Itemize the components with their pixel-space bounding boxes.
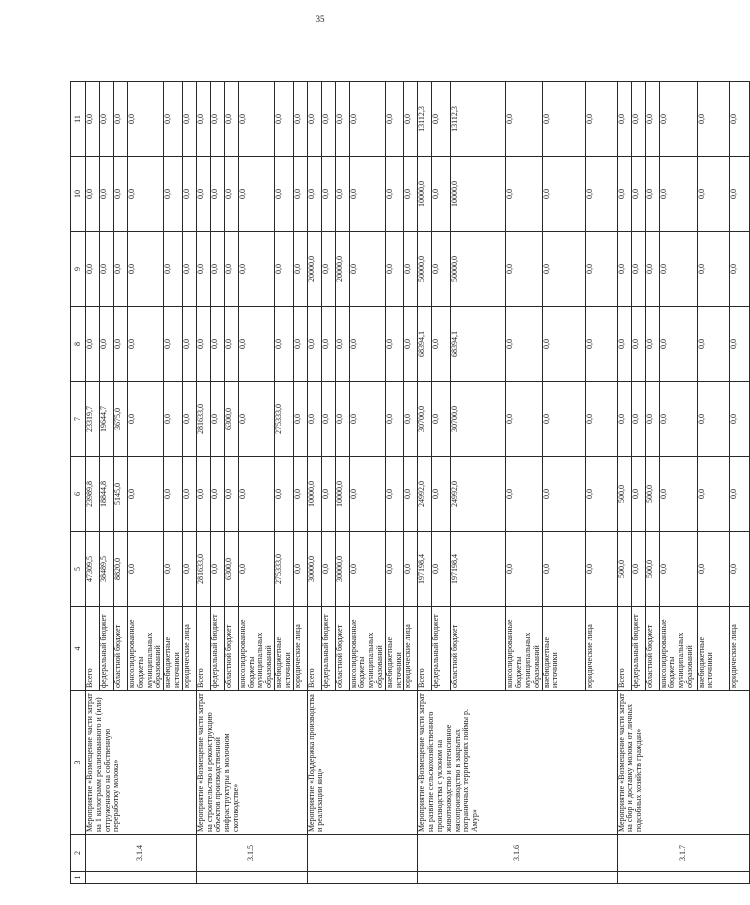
column-header: 9 — [71, 232, 86, 307]
value-cell: 0,0 — [617, 82, 631, 157]
measure-description: Мероприятие «Поддержка производства и реализации яиц» — [307, 691, 418, 835]
item-code: 3.1.4 — [86, 835, 197, 872]
value-cell: 0,0 — [542, 457, 585, 532]
value-cell: 0,0 — [659, 457, 697, 532]
value-cell: 0,0 — [238, 232, 274, 307]
value-cell: 197198,4 — [451, 532, 506, 607]
value-cell: 0,0 — [585, 82, 617, 157]
value-cell: 0,0 — [293, 457, 307, 532]
value-cell: 0,0 — [100, 307, 114, 382]
value-cell: 23989,8 — [86, 457, 100, 532]
value-cell: 0,0 — [729, 382, 749, 457]
funding-source: внебюджетные источники — [164, 607, 183, 691]
value-cell: 0,0 — [617, 307, 631, 382]
value-cell: 0,0 — [729, 307, 749, 382]
value-cell: 6300,0 — [224, 382, 238, 457]
value-cell: 0,0 — [432, 532, 451, 607]
value-cell: 0,0 — [128, 532, 164, 607]
value-cell: 0,0 — [210, 232, 224, 307]
value-cell: 0,0 — [307, 82, 321, 157]
funding-source: Всего — [418, 607, 432, 691]
funding-source: Всего — [307, 607, 321, 691]
column-header: 6 — [71, 457, 86, 532]
value-cell: 30700,0 — [418, 382, 432, 457]
value-cell: 0,0 — [100, 232, 114, 307]
value-cell: 281633,0 — [196, 382, 210, 457]
value-cell: 0,0 — [274, 307, 293, 382]
value-cell: 0,0 — [307, 307, 321, 382]
table-row — [196, 82, 210, 884]
value-cell: 10000,0 — [451, 157, 506, 232]
funding-source: консолидированные бюджеты муниципальных образований — [128, 607, 164, 691]
value-cell: 0,0 — [729, 532, 749, 607]
funding-source: федеральный бюджет — [321, 607, 335, 691]
value-cell: 0,0 — [631, 157, 645, 232]
value-cell: 0,0 — [645, 307, 659, 382]
measure-description: Мероприятие «Возмещение части затрат на 1 килограмм реализованного и (или) отгруженного на собственную переработку молока» — [86, 691, 197, 835]
value-cell: 24992,0 — [418, 457, 432, 532]
table-row — [307, 82, 321, 884]
funding-source: областной бюджет — [224, 607, 238, 691]
value-cell: 0,0 — [585, 157, 617, 232]
value-cell: 0,0 — [164, 457, 183, 532]
value-cell: 0,0 — [164, 532, 183, 607]
value-cell: 0,0 — [274, 157, 293, 232]
value-cell: 20000,0 — [307, 232, 321, 307]
value-cell: 0,0 — [238, 307, 274, 382]
page-number: 35 — [315, 14, 325, 24]
funding-source: внебюджетные источники — [697, 607, 729, 691]
row-number-cell — [418, 872, 617, 884]
value-cell: 0,0 — [659, 157, 697, 232]
funding-source: консолидированные бюджеты муниципальных образований — [238, 607, 274, 691]
value-cell: 0,0 — [86, 82, 100, 157]
value-cell: 0,0 — [659, 532, 697, 607]
value-cell: 0,0 — [86, 157, 100, 232]
value-cell: 0,0 — [404, 307, 418, 382]
row-number-cell — [86, 872, 197, 884]
funding-table — [70, 81, 750, 884]
value-cell: 0,0 — [182, 307, 196, 382]
value-cell: 6300,0 — [224, 532, 238, 607]
value-cell: 0,0 — [506, 382, 542, 457]
value-cell: 0,0 — [697, 157, 729, 232]
value-cell: 0,0 — [293, 382, 307, 457]
funding-source: федеральный бюджет — [631, 607, 645, 691]
value-cell: 0,0 — [697, 82, 729, 157]
value-cell: 0,0 — [182, 82, 196, 157]
value-cell: 0,0 — [321, 457, 335, 532]
value-cell: 0,0 — [385, 232, 404, 307]
column-header: 4 — [71, 607, 86, 691]
value-cell: 0,0 — [164, 382, 183, 457]
row-number-cell — [196, 872, 307, 884]
value-cell: 0,0 — [293, 307, 307, 382]
funding-source: консолидированные бюджеты муниципальных образований — [659, 607, 697, 691]
value-cell: 30000,0 — [335, 532, 349, 607]
value-cell: 0,0 — [114, 157, 128, 232]
value-cell: 0,0 — [349, 232, 385, 307]
value-cell: 0,0 — [182, 157, 196, 232]
funding-source: Всего — [86, 607, 100, 691]
value-cell: 0,0 — [542, 157, 585, 232]
value-cell: 0,0 — [631, 307, 645, 382]
value-cell: 0,0 — [307, 157, 321, 232]
funding-source: внебюджетные источники — [274, 607, 293, 691]
row-number-cell — [617, 872, 749, 884]
value-cell: 0,0 — [210, 307, 224, 382]
value-cell: 0,0 — [128, 457, 164, 532]
value-cell: 3675,0 — [114, 382, 128, 457]
value-cell: 23319,7 — [86, 382, 100, 457]
funding-source: юридические лица — [585, 607, 617, 691]
value-cell: 0,0 — [385, 82, 404, 157]
value-cell: 0,0 — [432, 232, 451, 307]
value-cell: 0,0 — [100, 157, 114, 232]
value-cell: 0,0 — [114, 82, 128, 157]
item-code: 3.1.7 — [617, 835, 749, 872]
value-cell: 50000,0 — [451, 232, 506, 307]
value-cell: 0,0 — [385, 382, 404, 457]
value-cell: 0,0 — [729, 457, 749, 532]
value-cell: 281633,0 — [196, 532, 210, 607]
value-cell: 0,0 — [585, 232, 617, 307]
value-cell: 0,0 — [274, 82, 293, 157]
value-cell: 0,0 — [335, 157, 349, 232]
row-number-cell — [307, 872, 418, 884]
value-cell: 0,0 — [542, 232, 585, 307]
value-cell: 275333,0 — [274, 382, 293, 457]
column-header: 11 — [71, 82, 86, 157]
funding-source: юридические лица — [293, 607, 307, 691]
value-cell: 0,0 — [224, 82, 238, 157]
value-cell: 0,0 — [729, 82, 749, 157]
value-cell: 0,0 — [238, 82, 274, 157]
value-cell: 0,0 — [335, 382, 349, 457]
value-cell: 0,0 — [659, 307, 697, 382]
value-cell: 0,0 — [542, 382, 585, 457]
value-cell: 0,0 — [506, 157, 542, 232]
value-cell: 0,0 — [164, 307, 183, 382]
funding-source: Всего — [196, 607, 210, 691]
value-cell: 0,0 — [432, 82, 451, 157]
value-cell: 10000,0 — [335, 457, 349, 532]
value-cell: 0,0 — [506, 82, 542, 157]
value-cell: 10000,0 — [307, 457, 321, 532]
value-cell: 0,0 — [349, 82, 385, 157]
value-cell: 0,0 — [182, 232, 196, 307]
value-cell: 0,0 — [645, 382, 659, 457]
rotated-table-container — [70, 82, 738, 884]
column-header: 7 — [71, 382, 86, 457]
funding-source: областной бюджет — [451, 607, 506, 691]
table-header-row — [71, 82, 86, 884]
value-cell: 0,0 — [210, 157, 224, 232]
value-cell: 0,0 — [506, 532, 542, 607]
value-cell: 0,0 — [585, 457, 617, 532]
value-cell: 0,0 — [631, 232, 645, 307]
value-cell: 0,0 — [349, 457, 385, 532]
table-row — [418, 82, 432, 884]
value-cell: 30700,0 — [451, 382, 506, 457]
item-code — [307, 835, 418, 872]
funding-source: юридические лица — [182, 607, 196, 691]
value-cell: 24992,0 — [451, 457, 506, 532]
value-cell: 0,0 — [224, 232, 238, 307]
value-cell: 0,0 — [645, 157, 659, 232]
value-cell: 0,0 — [631, 382, 645, 457]
value-cell: 0,0 — [697, 232, 729, 307]
value-cell: 500,0 — [617, 457, 631, 532]
funding-source: федеральный бюджет — [100, 607, 114, 691]
column-header: 5 — [71, 532, 86, 607]
funding-source: Всего — [617, 607, 631, 691]
value-cell: 275333,0 — [274, 532, 293, 607]
value-cell: 0,0 — [274, 457, 293, 532]
value-cell: 500,0 — [645, 457, 659, 532]
value-cell: 0,0 — [385, 532, 404, 607]
value-cell: 20000,0 — [335, 232, 349, 307]
value-cell: 0,0 — [404, 457, 418, 532]
value-cell: 0,0 — [432, 307, 451, 382]
value-cell: 0,0 — [321, 307, 335, 382]
value-cell: 8820,0 — [114, 532, 128, 607]
value-cell: 0,0 — [164, 232, 183, 307]
table-body — [86, 82, 750, 884]
measure-description: Мероприятие «Возмещение части затрат на развитие сельскохозяйственного производства с уклоном на животноводство и интенсивное мясопроизводство в закрытых пограничных территориях поймы р. Амур» — [418, 691, 617, 835]
value-cell: 0,0 — [293, 157, 307, 232]
funding-source: внебюджетные источники — [542, 607, 585, 691]
value-cell: 0,0 — [128, 157, 164, 232]
value-cell: 0,0 — [164, 82, 183, 157]
value-cell: 0,0 — [182, 382, 196, 457]
value-cell: 0,0 — [697, 532, 729, 607]
value-cell: 47309,5 — [86, 532, 100, 607]
value-cell: 0,0 — [293, 232, 307, 307]
value-cell: 0,0 — [385, 157, 404, 232]
value-cell: 68394,1 — [418, 307, 432, 382]
value-cell: 18844,8 — [100, 457, 114, 532]
value-cell: 0,0 — [238, 157, 274, 232]
value-cell: 0,0 — [404, 82, 418, 157]
value-cell: 0,0 — [307, 382, 321, 457]
value-cell: 68394,1 — [451, 307, 506, 382]
value-cell: 0,0 — [321, 382, 335, 457]
value-cell: 0,0 — [404, 382, 418, 457]
funding-source: юридические лица — [404, 607, 418, 691]
funding-source: юридические лица — [729, 607, 749, 691]
value-cell: 0,0 — [224, 307, 238, 382]
value-cell: 0,0 — [196, 157, 210, 232]
value-cell: 0,0 — [114, 232, 128, 307]
measure-description: Мероприятие «Возмещение части затрат на сбор и доставку молока от личных подсобных хозяйств граждан» — [617, 691, 749, 835]
value-cell: 0,0 — [506, 307, 542, 382]
value-cell: 0,0 — [542, 307, 585, 382]
table-rotation-frame — [70, 82, 738, 884]
value-cell: 0,0 — [542, 82, 585, 157]
value-cell: 0,0 — [238, 382, 274, 457]
value-cell: 0,0 — [238, 457, 274, 532]
value-cell: 0,0 — [645, 232, 659, 307]
value-cell: 0,0 — [617, 232, 631, 307]
value-cell: 0,0 — [404, 232, 418, 307]
funding-source: федеральный бюджет — [210, 607, 224, 691]
value-cell: 0,0 — [196, 457, 210, 532]
value-cell: 0,0 — [506, 457, 542, 532]
value-cell: 0,0 — [210, 82, 224, 157]
table-row — [86, 82, 100, 884]
value-cell: 0,0 — [349, 307, 385, 382]
funding-source: консолидированные бюджеты муниципальных образований — [349, 607, 385, 691]
funding-source: консолидированные бюджеты муниципальных образований — [506, 607, 542, 691]
value-cell: 0,0 — [432, 382, 451, 457]
value-cell: 0,0 — [196, 307, 210, 382]
value-cell: 0,0 — [349, 532, 385, 607]
value-cell: 0,0 — [404, 532, 418, 607]
value-cell: 50000,0 — [418, 232, 432, 307]
column-header: 1 — [71, 872, 86, 884]
column-header: 10 — [71, 157, 86, 232]
value-cell: 0,0 — [585, 307, 617, 382]
value-cell: 0,0 — [293, 532, 307, 607]
funding-source: внебюджетные источники — [385, 607, 404, 691]
value-cell: 19644,7 — [100, 382, 114, 457]
value-cell: 0,0 — [210, 382, 224, 457]
measure-description: Мероприятие «Возмещение части затрат на строительство и реконструкцию объектов производственной инфраструктуры в молочном скотоводстве» — [196, 691, 307, 835]
value-cell: 30000,0 — [307, 532, 321, 607]
value-cell: 500,0 — [645, 532, 659, 607]
value-cell: 0,0 — [432, 157, 451, 232]
value-cell: 0,0 — [128, 82, 164, 157]
value-cell: 5145,0 — [114, 457, 128, 532]
value-cell: 0,0 — [210, 532, 224, 607]
value-cell: 0,0 — [196, 82, 210, 157]
value-cell: 38489,5 — [100, 532, 114, 607]
value-cell: 0,0 — [631, 457, 645, 532]
item-code: 3.1.6 — [418, 835, 617, 872]
value-cell: 0,0 — [210, 457, 224, 532]
value-cell: 0,0 — [321, 232, 335, 307]
value-cell: 0,0 — [585, 532, 617, 607]
value-cell: 0,0 — [659, 82, 697, 157]
value-cell: 0,0 — [432, 457, 451, 532]
value-cell: 0,0 — [128, 307, 164, 382]
value-cell: 500,0 — [617, 532, 631, 607]
funding-source: федеральный бюджет — [432, 607, 451, 691]
value-cell: 0,0 — [385, 457, 404, 532]
value-cell: 0,0 — [182, 532, 196, 607]
value-cell: 0,0 — [114, 307, 128, 382]
column-header: 8 — [71, 307, 86, 382]
value-cell: 0,0 — [224, 457, 238, 532]
value-cell: 0,0 — [274, 232, 293, 307]
value-cell: 0,0 — [659, 382, 697, 457]
value-cell: 0,0 — [128, 382, 164, 457]
value-cell: 10000,0 — [418, 157, 432, 232]
value-cell: 0,0 — [321, 532, 335, 607]
value-cell: 13112,3 — [418, 82, 432, 157]
value-cell: 0,0 — [542, 532, 585, 607]
value-cell: 0,0 — [506, 232, 542, 307]
value-cell: 0,0 — [729, 157, 749, 232]
value-cell: 0,0 — [335, 82, 349, 157]
value-cell: 0,0 — [224, 157, 238, 232]
value-cell: 0,0 — [631, 532, 645, 607]
value-cell: 13112,3 — [451, 82, 506, 157]
value-cell: 0,0 — [631, 82, 645, 157]
value-cell: 0,0 — [697, 457, 729, 532]
value-cell: 0,0 — [729, 232, 749, 307]
value-cell: 0,0 — [585, 382, 617, 457]
value-cell: 197198,4 — [418, 532, 432, 607]
value-cell: 0,0 — [293, 82, 307, 157]
value-cell: 0,0 — [100, 82, 114, 157]
value-cell: 0,0 — [86, 307, 100, 382]
value-cell: 0,0 — [321, 157, 335, 232]
value-cell: 0,0 — [128, 232, 164, 307]
value-cell: 0,0 — [182, 457, 196, 532]
value-cell: 0,0 — [238, 532, 274, 607]
value-cell: 0,0 — [697, 307, 729, 382]
value-cell: 0,0 — [697, 382, 729, 457]
value-cell: 0,0 — [617, 382, 631, 457]
value-cell: 0,0 — [349, 157, 385, 232]
item-code: 3.1.5 — [196, 835, 307, 872]
value-cell: 0,0 — [321, 82, 335, 157]
value-cell: 0,0 — [404, 157, 418, 232]
value-cell: 0,0 — [385, 307, 404, 382]
funding-source: областной бюджет — [114, 607, 128, 691]
value-cell: 0,0 — [335, 307, 349, 382]
value-cell: 0,0 — [164, 157, 183, 232]
value-cell: 0,0 — [617, 157, 631, 232]
column-header: 3 — [71, 691, 86, 835]
value-cell: 0,0 — [645, 82, 659, 157]
table-row — [617, 82, 631, 884]
funding-source: областной бюджет — [335, 607, 349, 691]
funding-source: областной бюджет — [645, 607, 659, 691]
value-cell: 0,0 — [349, 382, 385, 457]
value-cell: 0,0 — [86, 232, 100, 307]
column-header: 2 — [71, 835, 86, 872]
value-cell: 0,0 — [196, 232, 210, 307]
value-cell: 0,0 — [659, 232, 697, 307]
